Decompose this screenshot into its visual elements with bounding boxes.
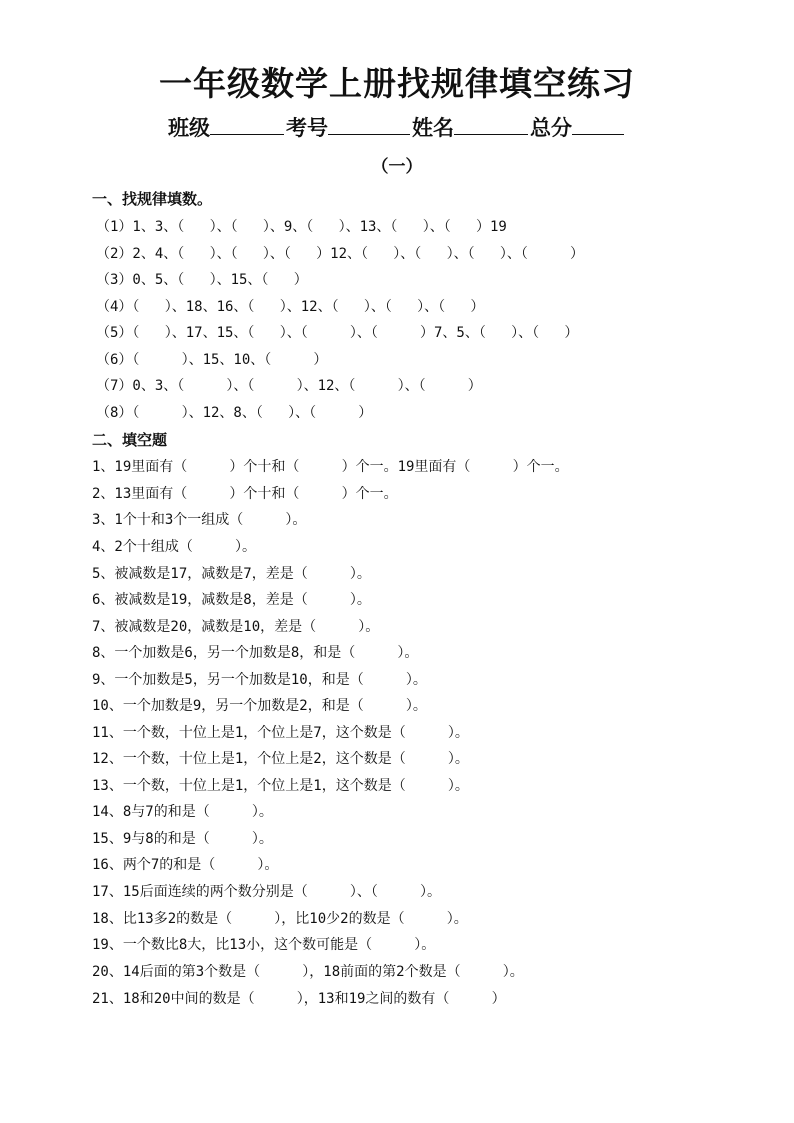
score-blank[interactable] [572,116,624,135]
fill-item: 12、一个数，十位上是1，个位上是2，这个数是（ ）。 [92,751,469,767]
fill-item: 10、一个加数是9，另一个加数是2，和是（ ）。 [92,698,427,714]
fill-item: 11、一个数，十位上是1，个位上是7，这个数是（ ）。 [92,725,469,741]
fill-item: 8、一个加数是6，另一个加数是8，和是（ ）。 [92,645,419,661]
fill-item: 2、13里面有（ ）个十和（ ）个一。 [92,486,398,502]
pattern-item: （4）（ ）、18、16、（ ）、12、（ ）、（ ）、（ ） [96,299,485,315]
fill-item: 13、一个数，十位上是1，个位上是1，这个数是（ ）。 [92,778,469,794]
part-subtitle: （一） [371,157,423,177]
class-label: 班级 [168,116,210,140]
number-blank[interactable] [328,116,410,135]
pattern-item: （8）（ ）、12、8、（ ）、（ ） [96,405,373,421]
fill-item: 18、比13多2的数是（ ），比10少2的数是（ ）。 [92,911,468,927]
pattern-item: （5）（ ）、17、15、（ ）、（ ）、（ ）7、5、（ ）、（ ） [96,325,579,341]
fill-item: 7、被减数是20，减数是10，差是（ ）。 [92,619,380,635]
class-blank[interactable] [210,116,284,135]
pattern-item: （2）2、4、（ ）、（ ）、（ ）12、（ ）、（ ）、（ ）、（ ） [96,246,585,262]
name-label: 姓名 [412,116,454,140]
fill-item: 15、9与8的和是（ ）。 [92,831,273,847]
section2-heading: 二、填空题 [92,431,168,449]
student-info-row [0,112,794,142]
fill-item: 9、一个加数是5，另一个加数是10，和是（ ）。 [92,672,427,688]
number-label: 考号 [286,116,328,140]
fill-item: 4、2个十组成（ ）。 [92,539,257,555]
fill-item: 19、一个数比8大，比13小，这个数可能是（ ）。 [92,937,436,953]
pattern-item: （1）1、3、（ ）、（ ）、9、（ ）、13、（ ）、（ ）19 [96,219,507,235]
name-blank[interactable] [454,116,528,135]
fill-item: 17、15后面连续的两个数分别是（ ）、（ ）。 [92,884,442,900]
score-label: 总分 [530,116,572,140]
pattern-item: （6）（ ）、15、10、（ ） [96,352,328,368]
fill-item: 5、被减数是17，减数是7，差是（ ）。 [92,566,371,582]
fill-item: 6、被减数是19，减数是8，差是（ ）。 [92,592,371,608]
fill-item: 20、14后面的第3个数是（ ），18前面的第2个数是（ ）。 [92,964,524,980]
pattern-item: （7）0、3、（ ）、（ ）、12、（ ）、（ ） [96,378,482,394]
fill-item: 21、18和20中间的数是（ ），13和19之间的数有（ ） [92,991,506,1007]
fill-item: 16、两个7的和是（ ）。 [92,857,279,873]
page-title: 一年级数学上册找规律填空练习 [159,64,635,103]
section1-heading: 一、找规律填数。 [92,190,213,208]
pattern-item: （3）0、5、（ ）、15、（ ） [96,272,308,288]
fill-item: 1、19里面有（ ）个十和（ ）个一。19里面有（ ）个一。 [92,459,569,475]
fill-item: 14、8与7的和是（ ）。 [92,804,273,820]
fill-item: 3、1个十和3个一组成（ ）。 [92,512,307,528]
